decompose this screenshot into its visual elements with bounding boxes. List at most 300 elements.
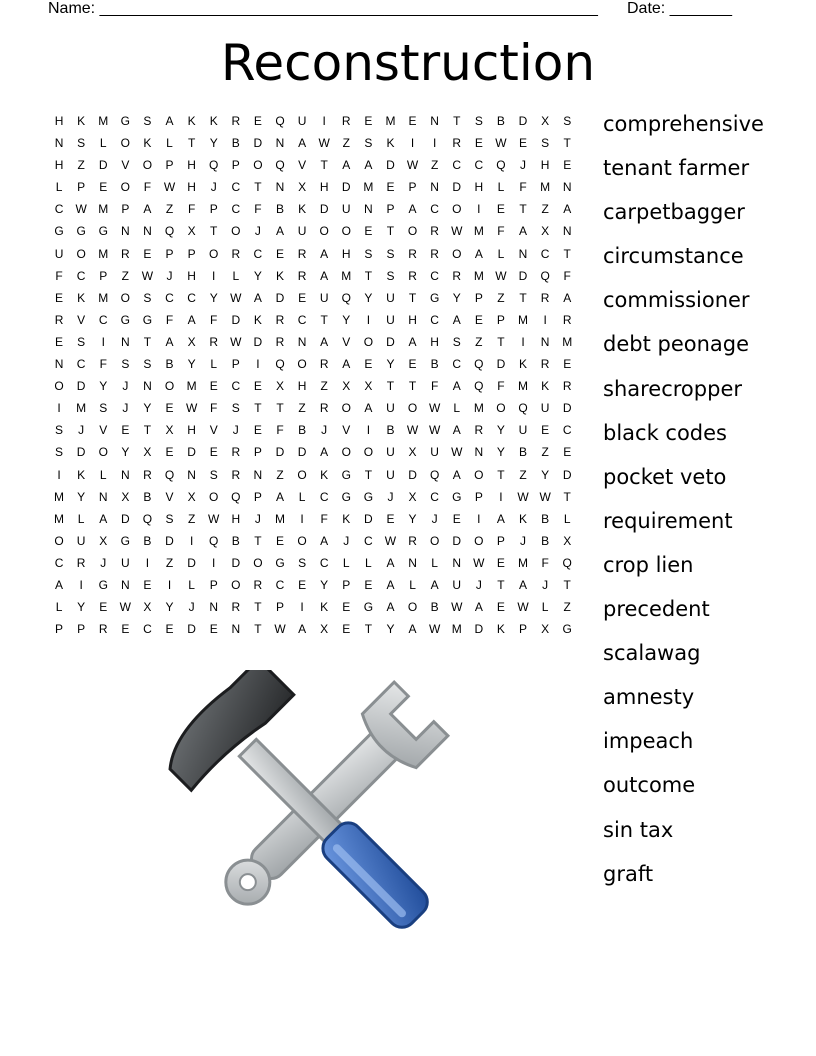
grid-letter: Z — [430, 158, 439, 173]
grid-letter: N — [120, 334, 130, 349]
grid-letter: T — [563, 246, 571, 261]
grid-letter: J — [122, 401, 129, 416]
grid-letter: F — [165, 312, 174, 327]
grid-letter: K — [298, 202, 307, 217]
grid-letter: U — [297, 114, 307, 128]
grid-letter: E — [452, 511, 461, 526]
grid-letter: C — [430, 489, 439, 504]
grid-letter: D — [231, 312, 241, 327]
grid-letter: N — [518, 246, 528, 261]
grid-letter: R — [54, 312, 64, 327]
grid-letter: E — [121, 423, 130, 438]
grid-letter: K — [519, 511, 528, 526]
grid-letter: Y — [121, 445, 130, 460]
grid-letter: B — [519, 445, 528, 460]
grid-letter: C — [474, 158, 484, 173]
grid-letter: W — [406, 423, 419, 438]
grid-letter: J — [343, 533, 350, 548]
grid-letter: I — [432, 136, 437, 151]
grid-letter: I — [300, 511, 304, 526]
grid-row — [48, 268, 588, 290]
grid-letter: O — [98, 445, 108, 460]
grid-letter: H — [54, 158, 64, 173]
grid-letter: H — [187, 423, 196, 438]
word-list-item: precedent — [603, 597, 710, 622]
grid-letter: N — [430, 114, 439, 128]
grid-letter: O — [407, 224, 418, 239]
grid-letter: I — [477, 202, 481, 217]
grid-letter: E — [364, 114, 373, 128]
grid-letter: J — [475, 577, 482, 592]
grid-letter: X — [541, 224, 550, 239]
grid-letter: C — [452, 357, 462, 372]
grid-letter: W — [428, 423, 441, 438]
grid-letter: A — [165, 334, 174, 349]
grid-letter: D — [98, 158, 108, 173]
grid-letter: R — [540, 290, 550, 305]
grid-row — [48, 422, 588, 444]
grid-letter: T — [563, 136, 571, 151]
grid-letter: U — [386, 401, 395, 416]
grid-letter: I — [322, 114, 326, 128]
grid-letter: Q — [275, 114, 285, 128]
grid-letter: D — [187, 555, 196, 570]
grid-letter: B — [275, 202, 284, 217]
grid-letter: U — [386, 312, 395, 327]
grid-letter: Q — [231, 489, 241, 504]
grid-letter: T — [210, 224, 218, 239]
grid-letter: J — [210, 180, 217, 195]
grid-letter: T — [386, 224, 395, 239]
grid-letter: R — [76, 555, 86, 570]
grid-letter: G — [275, 555, 285, 570]
grid-letter: Q — [429, 467, 440, 482]
grid-letter: C — [562, 423, 572, 438]
grid-letter: A — [452, 423, 461, 438]
grid-letter: A — [474, 246, 483, 261]
grid-letter: O — [120, 136, 130, 151]
grid-letter: N — [452, 555, 462, 570]
grid-letter: V — [165, 489, 174, 504]
page-title: Reconstruction — [220, 34, 596, 92]
grid-letter: X — [298, 180, 307, 195]
grid-letter: E — [275, 246, 284, 261]
grid-letter: A — [342, 158, 351, 173]
grid-row — [48, 599, 588, 621]
grid-letter: Z — [121, 268, 129, 283]
grid-letter: T — [254, 533, 262, 548]
grid-letter: N — [120, 577, 130, 592]
grid-letter: G — [98, 224, 108, 239]
name-field: Name: ________________________________________________________ — [48, 0, 598, 17]
grid-letter: H — [187, 180, 196, 195]
grid-letter: B — [298, 423, 307, 438]
grid-letter: F — [210, 312, 218, 327]
grid-letter: I — [189, 533, 194, 548]
grid-letter: E — [55, 290, 64, 305]
grid-letter: X — [165, 423, 174, 438]
grid-letter: T — [364, 467, 373, 482]
grid-letter: C — [297, 312, 307, 327]
grid-letter: N — [187, 467, 196, 482]
grid-row — [48, 555, 588, 577]
grid-letter: C — [76, 268, 86, 283]
grid-letter: A — [386, 600, 395, 615]
grid-letter: Q — [518, 401, 528, 416]
grid-letter: Q — [142, 511, 153, 526]
grid-letter: T — [497, 577, 505, 592]
grid-letter: T — [143, 423, 152, 438]
grid-letter: D — [275, 290, 285, 305]
grid-letter: Y — [143, 401, 152, 416]
grid-letter: P — [496, 533, 505, 548]
grid-letter: A — [55, 577, 64, 592]
grid-letter: P — [253, 489, 262, 504]
grid-letter: Y — [496, 423, 505, 438]
grid-letter: F — [541, 555, 549, 570]
grid-letter: A — [452, 312, 461, 327]
grid-letter: O — [341, 401, 351, 416]
grid-letter: D — [76, 379, 86, 394]
grid-letter: I — [101, 334, 105, 349]
grid-letter: C — [253, 246, 263, 261]
grid-letter: P — [55, 622, 64, 637]
grid-letter: A — [298, 136, 307, 151]
grid-letter: Q — [164, 467, 175, 482]
grid-letter: V — [298, 158, 307, 173]
grid-letter: B — [231, 533, 240, 548]
grid-letter: E — [408, 114, 417, 128]
grid-letter: I — [79, 577, 83, 592]
grid-letter: M — [98, 290, 109, 305]
word-list-item: impeach — [603, 729, 694, 754]
grid-letter: D — [231, 555, 241, 570]
grid-letter: C — [231, 180, 241, 195]
grid-letter: W — [451, 600, 463, 615]
grid-letter: P — [474, 489, 483, 504]
grid-letter: K — [320, 600, 329, 615]
grid-letter: F — [143, 180, 152, 195]
grid-letter: O — [341, 224, 351, 239]
grid-letter: C — [54, 555, 64, 570]
grid-letter: L — [298, 489, 306, 504]
word-list-item: amnesty — [603, 685, 695, 710]
grid-letter: R — [540, 357, 550, 372]
grid-letter: W — [406, 158, 419, 173]
grid-letter: D — [187, 622, 196, 637]
grid-letter: G — [120, 533, 130, 548]
grid-letter: A — [320, 334, 329, 349]
grid-letter: O — [319, 224, 329, 239]
grid-letter: T — [254, 600, 262, 615]
grid-letter: T — [320, 158, 328, 173]
grid-letter: R — [231, 600, 241, 615]
grid-letter: P — [496, 312, 505, 327]
grid-letter: U — [540, 401, 550, 416]
grid-letter: M — [341, 268, 352, 283]
grid-letter: Q — [474, 357, 484, 372]
grid-letter: E — [298, 290, 307, 305]
grid-letter: L — [541, 600, 549, 615]
grid-letter: G — [562, 622, 572, 637]
grid-letter: S — [165, 511, 174, 526]
grid-letter: K — [187, 114, 196, 128]
grid-letter: C — [143, 622, 152, 637]
word-list-item: tenant farmer — [603, 156, 750, 181]
grid-letter: B — [143, 489, 152, 504]
grid-letter: F — [210, 401, 218, 416]
grid-letter: A — [408, 202, 417, 217]
grid-letter: W — [185, 401, 198, 416]
grid-letter: H — [341, 246, 351, 261]
grid-letter: C — [54, 202, 64, 217]
grid-letter: O — [231, 224, 241, 239]
grid-letter: O — [429, 533, 440, 548]
grid-letter: A — [298, 622, 307, 637]
grid-letter: W — [230, 334, 242, 349]
grid-letter: D — [297, 445, 307, 460]
grid-letter: A — [408, 622, 417, 637]
grid-letter: U — [319, 290, 329, 305]
grid-letter: O — [452, 202, 462, 217]
grid-letter: T — [320, 312, 328, 327]
grid-letter: E — [474, 136, 483, 151]
grid-letter: L — [342, 555, 350, 570]
grid-letter: T — [254, 622, 262, 637]
grid-letter: P — [121, 202, 130, 217]
grid-letter: S — [386, 268, 395, 283]
grid-letter: F — [497, 379, 505, 394]
grid-letter: N — [297, 334, 307, 349]
grid-letter: R — [562, 379, 572, 394]
grid-letter: I — [521, 334, 525, 349]
grid-letter: K — [386, 136, 395, 151]
grid-letter: Y — [187, 357, 196, 372]
grid-letter: S — [121, 357, 130, 372]
grid-letter: R — [430, 224, 439, 239]
grid-letter: T — [453, 114, 461, 128]
grid-letter: O — [496, 401, 506, 416]
grid-row — [48, 113, 588, 135]
grid-letter: E — [121, 622, 130, 637]
grid-letter: W — [428, 401, 441, 416]
grid-letter: S — [231, 401, 240, 416]
grid-letter: P — [165, 246, 174, 261]
grid-letter: A — [563, 290, 572, 305]
grid-letter: A — [99, 511, 108, 526]
grid-letter: E — [253, 423, 262, 438]
grid-letter: X — [143, 445, 152, 460]
grid-letter: P — [342, 577, 351, 592]
grid-letter: A — [519, 224, 528, 239]
grid-letter: K — [342, 511, 351, 526]
grid-letter: W — [451, 445, 463, 460]
word-list-item: scalawag — [603, 641, 701, 666]
grid-letter: T — [187, 136, 196, 151]
grid-letter: S — [55, 423, 64, 438]
grid-letter: E — [496, 600, 505, 615]
grid-letter: F — [497, 224, 505, 239]
grid-letter: Y — [541, 467, 550, 482]
grid-letter: A — [342, 357, 351, 372]
grid-letter: T — [497, 467, 505, 482]
grid-letter: E — [364, 577, 373, 592]
grid-letter: M — [76, 401, 87, 416]
grid-letter: V — [121, 158, 130, 173]
grid-letter: A — [187, 312, 196, 327]
grid-letter: X — [364, 379, 373, 394]
grid-letter: U — [120, 555, 130, 570]
grid-letter: T — [364, 622, 373, 637]
grid-letter: M — [98, 246, 109, 261]
grid-letter: O — [474, 533, 484, 548]
hammer-and-wrench-icon — [165, 670, 465, 960]
grid-letter: Y — [320, 577, 329, 592]
grid-letter: F — [563, 268, 571, 283]
grid-letter: S — [298, 555, 307, 570]
grid-letter: N — [143, 379, 152, 394]
grid-letter: D — [562, 401, 572, 416]
grid-letter: O — [341, 445, 351, 460]
grid-letter: J — [188, 600, 195, 615]
grid-letter: Y — [253, 268, 262, 283]
grid-letter: D — [474, 622, 484, 637]
grid-letter: M — [473, 401, 484, 416]
grid-letter: M — [54, 511, 65, 526]
grid-letter: C — [319, 489, 329, 504]
grid-letter: R — [430, 246, 439, 261]
grid-row — [48, 444, 588, 466]
grid-letter: L — [431, 555, 438, 570]
grid-letter: M — [54, 489, 65, 504]
grid-letter: D — [253, 334, 263, 349]
grid-letter: A — [320, 533, 329, 548]
grid-letter: P — [77, 180, 86, 195]
grid-letter: F — [55, 268, 63, 283]
grid-letter: U — [341, 202, 351, 217]
grid-letter: G — [341, 467, 351, 482]
grid-letter: Z — [165, 555, 174, 570]
grid-letter: W — [428, 622, 441, 637]
grid-letter: Z — [342, 136, 350, 151]
grid-letter: D — [562, 467, 572, 482]
grid-letter: J — [232, 423, 239, 438]
grid-letter: Q — [275, 158, 285, 173]
grid-letter: X — [187, 334, 196, 349]
grid-letter: W — [495, 136, 507, 151]
grid-letter: X — [320, 622, 329, 637]
grid-letter: O — [253, 555, 263, 570]
grid-letter: W — [274, 622, 286, 637]
grid-letter: F — [320, 511, 328, 526]
grid-letter: D — [408, 467, 417, 482]
grid-letter: Y — [99, 379, 108, 394]
grid-letter: R — [297, 246, 307, 261]
grid-letter: R — [231, 467, 241, 482]
grid-letter: V — [342, 334, 351, 349]
word-list-item: graft — [603, 861, 654, 886]
grid-letter: Z — [541, 445, 549, 460]
grid-letter: A — [320, 268, 329, 283]
grid-letter: M — [98, 114, 109, 128]
grid-letter: W — [141, 268, 154, 283]
grid-letter: A — [519, 577, 528, 592]
grid-letter: G — [363, 600, 374, 615]
grid-letter: E — [563, 357, 572, 372]
grid-letter: J — [520, 533, 527, 548]
word-list-item: sharecropper — [603, 376, 742, 401]
grid-row — [48, 290, 588, 312]
grid-letter: L — [497, 180, 505, 195]
grid-letter: Z — [475, 334, 483, 349]
grid-letter: L — [563, 511, 571, 526]
grid-letter: X — [541, 622, 550, 637]
word-list-item: comprehensive — [603, 112, 764, 136]
grid-letter: Z — [77, 158, 85, 173]
grid-letter: R — [341, 114, 351, 128]
grid-letter: I — [57, 467, 61, 482]
grid-row — [48, 577, 588, 599]
grid-letter: R — [143, 467, 152, 482]
grid-letter: R — [562, 312, 572, 327]
grid-letter: R — [231, 114, 241, 128]
grid-row — [48, 334, 588, 356]
grid-letter: O — [209, 489, 219, 504]
grid-letter: C — [364, 533, 373, 548]
grid-letter: E — [342, 622, 351, 637]
grid-letter: A — [408, 334, 417, 349]
grid-letter: T — [386, 379, 395, 394]
grid-letter: F — [99, 357, 107, 372]
grid-letter: D — [187, 445, 196, 460]
grid-letter: G — [120, 312, 130, 327]
grid-letter: Z — [519, 467, 527, 482]
grid-letter: J — [254, 224, 261, 239]
grid-letter: W — [517, 600, 529, 615]
grid-letter: C — [430, 202, 439, 217]
grid-letter: A — [275, 224, 284, 239]
grid-letter: P — [209, 202, 218, 217]
grid-letter: E — [563, 445, 572, 460]
grid-letter: E — [386, 511, 395, 526]
grid-letter: R — [275, 334, 285, 349]
grid-letter: O — [452, 246, 462, 261]
word-list-item: requirement — [603, 508, 733, 533]
grid-letter: T — [276, 401, 284, 416]
grid-letter: H — [297, 379, 307, 394]
grid-letter: D — [452, 533, 462, 548]
grid-letter: O — [363, 334, 374, 349]
grid-letter: H — [540, 158, 550, 173]
grid-letter: S — [364, 246, 373, 261]
grid-letter: V — [209, 423, 218, 438]
grid-letter: X — [408, 445, 417, 460]
grid-letter: S — [209, 467, 218, 482]
grid-letter: R — [253, 577, 263, 592]
grid-letter: Q — [275, 357, 285, 372]
grid-letter: O — [253, 158, 263, 173]
grid-letter: L — [453, 401, 461, 416]
grid-letter: A — [143, 202, 152, 217]
grid-row — [48, 312, 588, 334]
grid-letter: U — [76, 533, 86, 548]
grid-letter: C — [187, 290, 196, 305]
grid-letter: Z — [563, 600, 571, 615]
word-list-item: commissioner — [603, 288, 750, 313]
grid-letter: L — [99, 467, 107, 482]
grid-letter: P — [77, 622, 86, 637]
grid-letter: E — [143, 577, 152, 592]
